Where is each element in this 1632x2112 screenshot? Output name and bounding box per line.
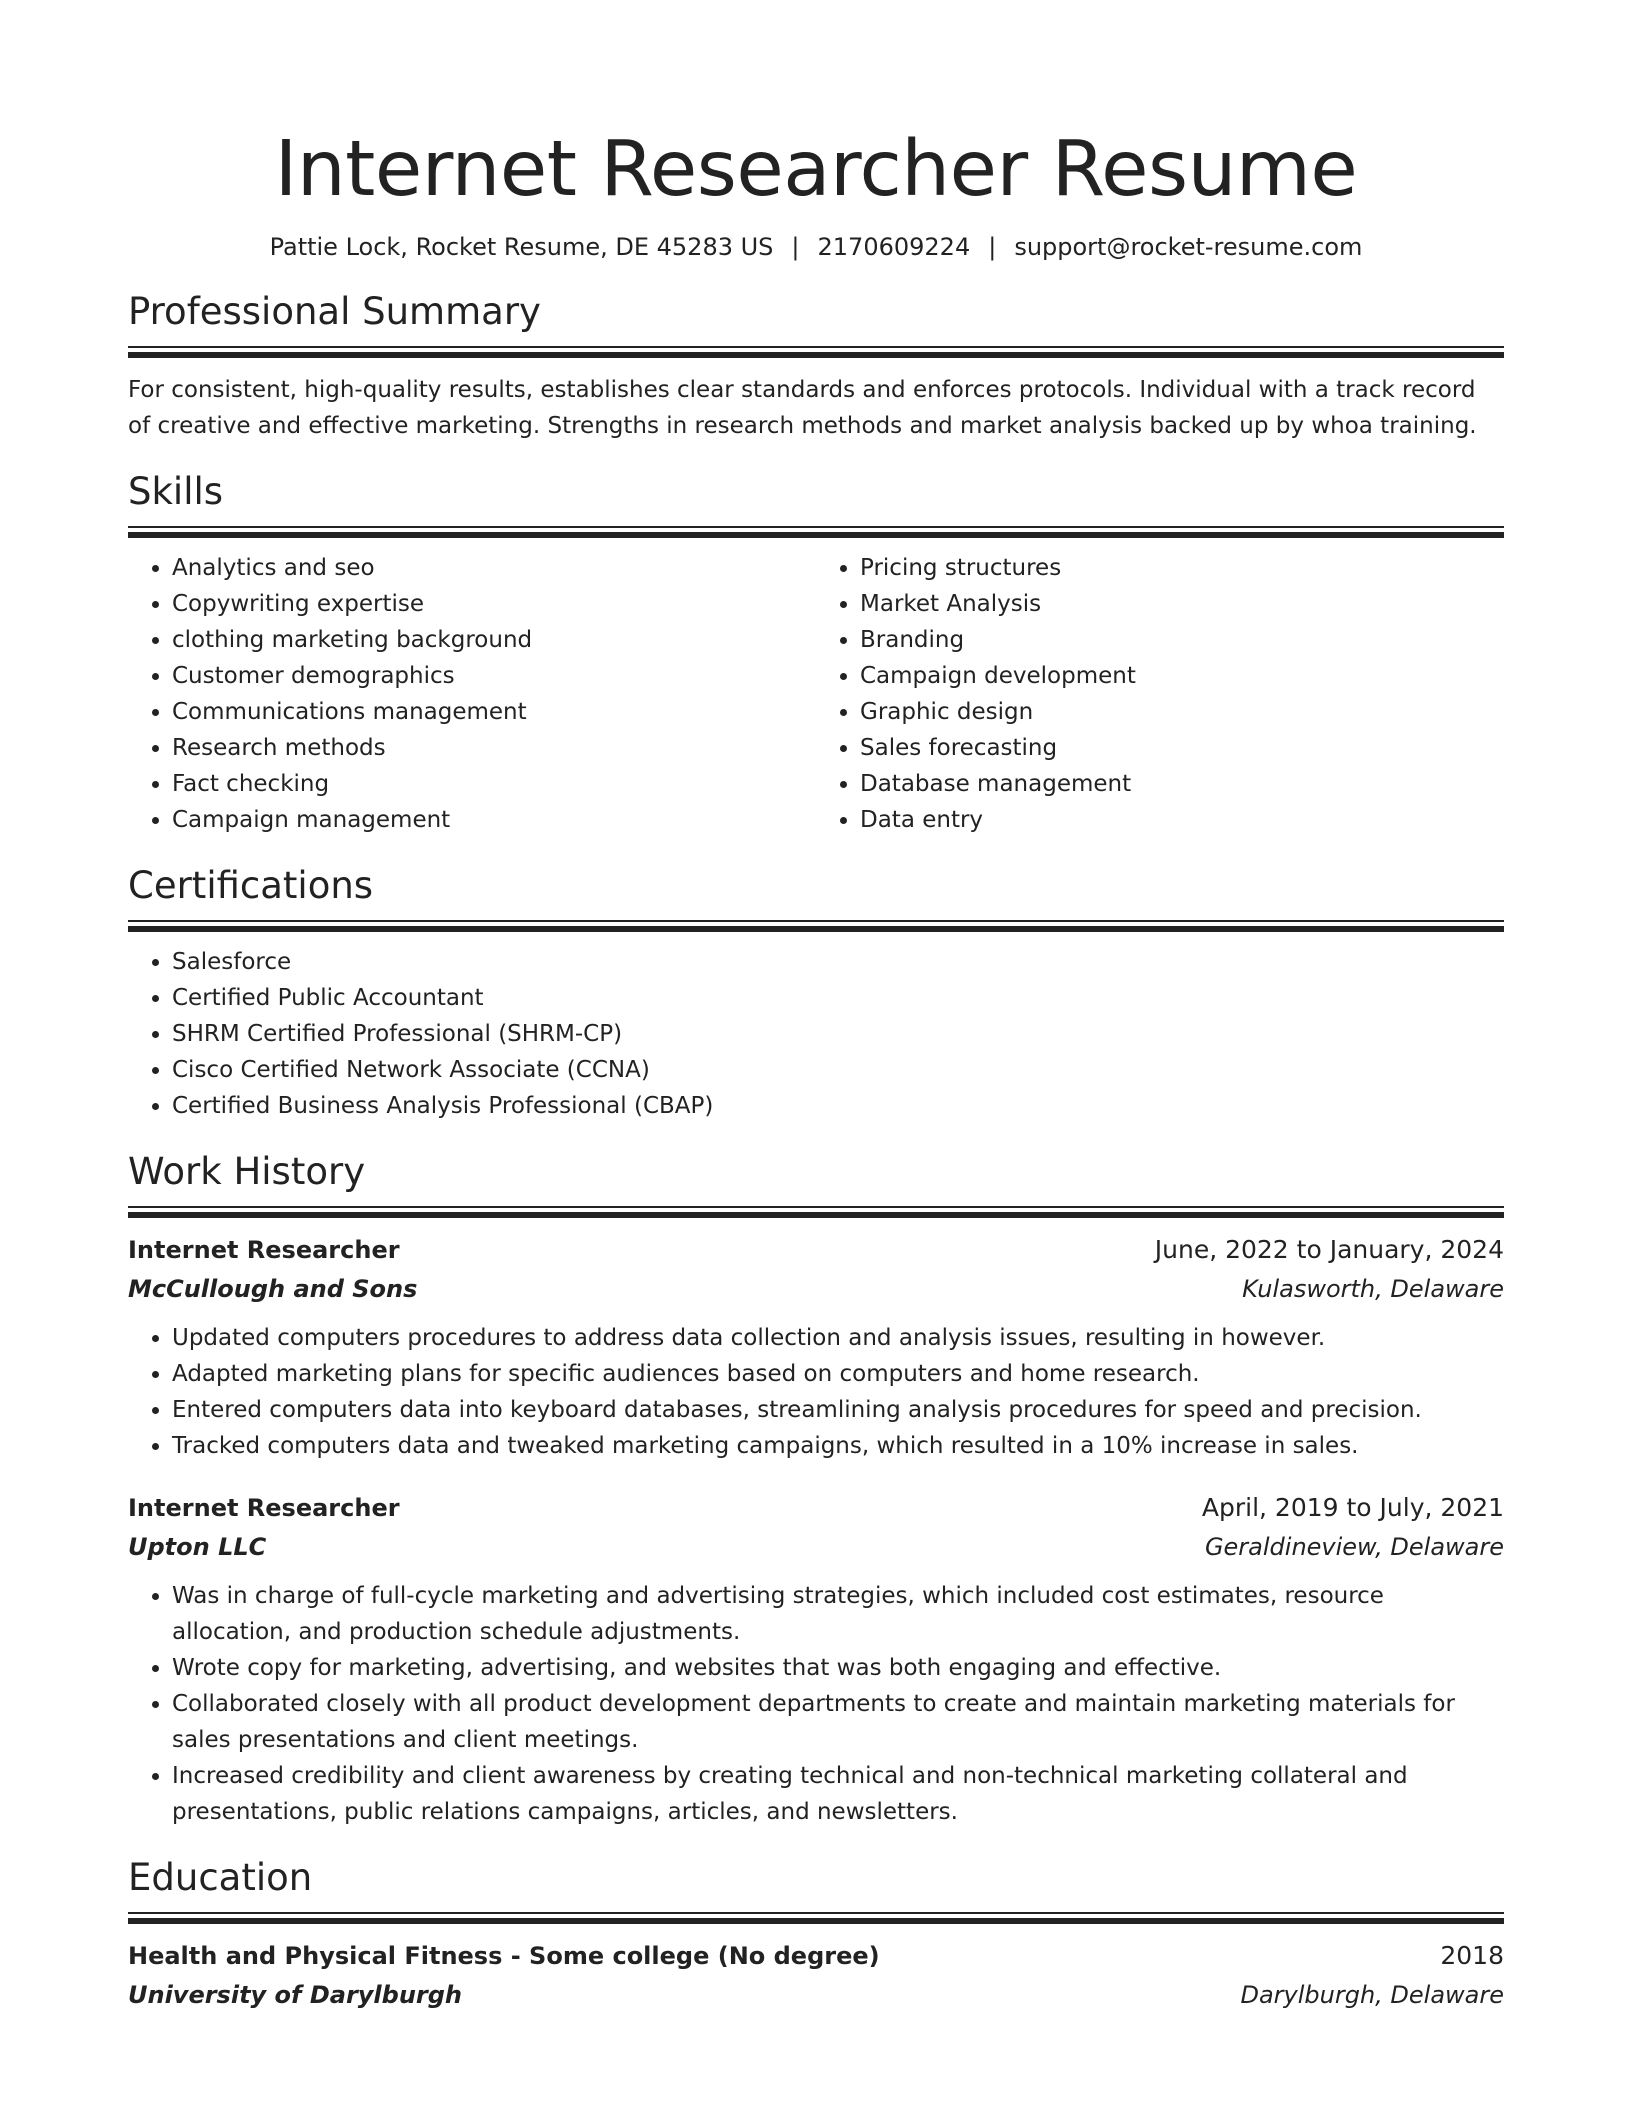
skill-item: • Fact checking xyxy=(172,766,816,802)
skill-item: • Branding xyxy=(860,622,1504,658)
job-bullet: • Increased credibility and client awareness by creating technical and non-technical marketing collateral and presentations, public relations campaigns, articles, and newsletters. xyxy=(172,1758,1504,1830)
job-bullets xyxy=(128,1578,1504,1830)
education-year: 2018 xyxy=(1440,1941,1504,1970)
certification-item: • SHRM Certified Professional (SHRM-CP) xyxy=(172,1016,1504,1052)
summary-section xyxy=(128,286,1504,444)
contact-email: support@rocket-resume.com xyxy=(1014,233,1363,261)
skill-item: • Communications management xyxy=(172,694,816,730)
job-entry xyxy=(128,1488,1504,1830)
job-bullet: • Collaborated closely with all product development departments to create and maintain marketing materials for sales presentations and client meetings. xyxy=(172,1686,1504,1758)
skill-item: • Customer demographics xyxy=(172,658,816,694)
job-bullet: • Updated computers procedures to address data collection and analysis issues, resulting in however. xyxy=(172,1320,1504,1356)
certification-item: • Cisco Certified Network Associate (CCNA) xyxy=(172,1052,1504,1088)
skill-item: • Analytics and seo xyxy=(172,550,816,586)
skill-item: • Sales forecasting xyxy=(860,730,1504,766)
section-divider xyxy=(128,526,1504,538)
contact-line xyxy=(128,230,1504,264)
skill-item: • Graphic design xyxy=(860,694,1504,730)
summary-heading: Professional Summary xyxy=(128,290,541,333)
work-history-section xyxy=(128,1146,1504,1830)
certifications-section xyxy=(128,860,1504,1124)
education-heading: Education xyxy=(128,1856,313,1899)
job-bullet: • Tracked computers data and tweaked marketing campaigns, which resulted in a 10% increase in sales. xyxy=(172,1428,1504,1464)
education-section xyxy=(128,1852,1504,2014)
contact-address: Pattie Lock, Rocket Resume, DE 45283 US xyxy=(269,233,774,261)
resume-title: Internet Researcher Resume xyxy=(274,125,1358,214)
skills-columns xyxy=(128,538,1504,838)
skill-item: • Database management xyxy=(860,766,1504,802)
education-location: Darylburgh, Delaware xyxy=(1240,1981,1504,2009)
skills-heading: Skills xyxy=(128,470,224,513)
job-bullet: • Wrote copy for marketing, advertising, and websites that was both engaging and effective. xyxy=(172,1650,1504,1686)
job-company: Upton LLC xyxy=(128,1533,267,1561)
contact-phone: 2170609224 xyxy=(817,233,971,261)
education-entry xyxy=(128,1936,1504,2014)
skill-item: • Research methods xyxy=(172,730,816,766)
certifications-list xyxy=(128,944,1504,1124)
skills-section xyxy=(128,466,1504,838)
job-entry xyxy=(128,1230,1504,1464)
contact-separator: | xyxy=(988,233,997,261)
job-bullet: • Adapted marketing plans for specific audiences based on computers and home research. xyxy=(172,1356,1504,1392)
skill-item: • Campaign management xyxy=(172,802,816,838)
job-location: Geraldineview, Delaware xyxy=(1204,1533,1504,1561)
education-school: University of Darylburgh xyxy=(128,1981,463,2009)
education-degree: Health and Physical Fitness - Some college (No degree) xyxy=(128,1942,880,1970)
skill-item: • clothing marketing background xyxy=(172,622,816,658)
section-divider xyxy=(128,1912,1504,1924)
job-location: Kulasworth, Delaware xyxy=(1242,1275,1504,1303)
summary-text: For consistent, high-quality results, establishes clear standards and enforces protocols. Individual with a track record of creative and effective marketing. Strengths in research methods and market analysis backed up by whoa training. xyxy=(128,377,1477,439)
certification-item: • Certified Business Analysis Professional (CBAP) xyxy=(172,1088,1504,1124)
job-bullet: • Entered computers data into keyboard databases, streamlining analysis procedures for speed and precision. xyxy=(172,1392,1504,1428)
section-divider xyxy=(128,346,1504,358)
job-dates: April, 2019 to July, 2021 xyxy=(1201,1493,1504,1522)
certification-item: • Salesforce xyxy=(172,944,1504,980)
skill-item: • Market Analysis xyxy=(860,586,1504,622)
job-title: Internet Researcher xyxy=(128,1494,400,1522)
job-bullet: • Was in charge of full-cycle marketing and advertising strategies, which included cost estimates, resource allocation, and production schedule adjustments. xyxy=(172,1578,1504,1650)
work-history-heading: Work History xyxy=(128,1150,366,1193)
skill-item: • Data entry xyxy=(860,802,1504,838)
section-divider xyxy=(128,1206,1504,1218)
job-dates: June, 2022 to January, 2024 xyxy=(1154,1235,1504,1264)
contact-separator: | xyxy=(791,233,800,261)
job-bullets xyxy=(128,1320,1504,1464)
job-title: Internet Researcher xyxy=(128,1236,400,1264)
skill-item: • Campaign development xyxy=(860,658,1504,694)
skills-right-list xyxy=(816,550,1504,838)
skill-item: • Pricing structures xyxy=(860,550,1504,586)
skills-left-list xyxy=(128,550,816,838)
job-company: McCullough and Sons xyxy=(128,1275,418,1303)
section-divider xyxy=(128,920,1504,932)
skill-item: • Copywriting expertise xyxy=(172,586,816,622)
certifications-heading: Certifications xyxy=(128,864,374,907)
certification-item: • Certified Public Accountant xyxy=(172,980,1504,1016)
